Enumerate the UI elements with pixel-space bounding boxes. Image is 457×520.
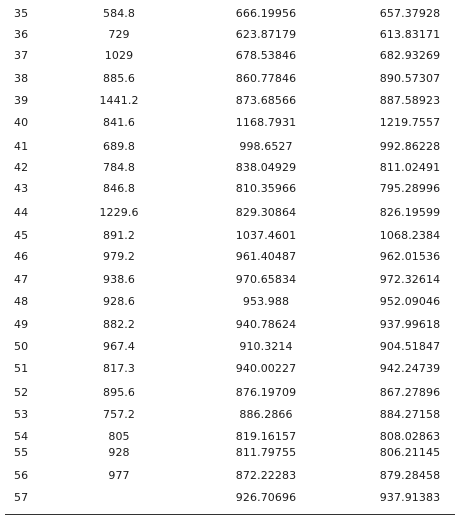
value-col-2-cell: 953.988 bbox=[242, 295, 290, 308]
table-row bbox=[0, 408, 457, 422]
value-col-1-cell: 967.4 bbox=[103, 340, 135, 353]
row-index-cell: 36 bbox=[14, 28, 29, 41]
table-row bbox=[0, 295, 457, 309]
value-col-1-cell: 938.6 bbox=[103, 273, 135, 286]
value-col-1-cell: 817.3 bbox=[103, 362, 135, 375]
table-row bbox=[0, 446, 457, 460]
table-row bbox=[0, 206, 457, 220]
value-col-3-cell: 937.99618 bbox=[379, 318, 441, 331]
value-col-1-cell: 895.6 bbox=[103, 386, 135, 399]
value-col-3-cell: 904.51847 bbox=[379, 340, 441, 353]
row-index-cell: 56 bbox=[14, 469, 29, 482]
value-col-2-cell: 666.19956 bbox=[235, 7, 297, 20]
value-col-2-cell: 961.40487 bbox=[235, 250, 297, 263]
row-index-cell: 39 bbox=[14, 94, 29, 107]
table-row bbox=[0, 340, 457, 354]
value-col-1-cell: 846.8 bbox=[103, 182, 135, 195]
value-col-2-cell: 872.22283 bbox=[235, 469, 297, 482]
value-col-1-cell: 805 bbox=[108, 430, 130, 443]
table-row bbox=[0, 469, 457, 483]
row-index-cell: 57 bbox=[14, 491, 29, 504]
row-index-cell: 49 bbox=[14, 318, 29, 331]
row-index-cell: 43 bbox=[14, 182, 29, 195]
table-row bbox=[0, 116, 457, 130]
value-col-3-cell: 806.21145 bbox=[379, 446, 441, 459]
table-row bbox=[0, 229, 457, 243]
table-row bbox=[0, 318, 457, 332]
row-index-cell: 35 bbox=[14, 7, 29, 20]
value-col-3-cell: 992.86228 bbox=[379, 140, 441, 153]
value-col-3-cell: 972.32614 bbox=[379, 273, 441, 286]
row-index-cell: 46 bbox=[14, 250, 29, 263]
table-row bbox=[0, 28, 457, 42]
table-row bbox=[0, 430, 457, 444]
row-index-cell: 53 bbox=[14, 408, 29, 421]
value-col-3-cell: 682.93269 bbox=[379, 49, 441, 62]
value-col-1-cell: 784.8 bbox=[103, 161, 135, 174]
table-row bbox=[0, 7, 457, 21]
table-row bbox=[0, 491, 457, 505]
value-col-1-cell: 841.6 bbox=[103, 116, 135, 129]
value-col-1-cell: 885.6 bbox=[103, 72, 135, 85]
row-index-cell: 44 bbox=[14, 206, 29, 219]
value-col-1-cell: 729 bbox=[108, 28, 130, 41]
value-col-3-cell: 879.28458 bbox=[379, 469, 441, 482]
value-col-2-cell: 998.6527 bbox=[239, 140, 293, 153]
table-bottom-rule bbox=[5, 514, 455, 515]
table-row bbox=[0, 94, 457, 108]
table-row bbox=[0, 49, 457, 63]
value-col-3-cell: 826.19599 bbox=[379, 206, 441, 219]
row-index-cell: 51 bbox=[14, 362, 29, 375]
row-index-cell: 41 bbox=[14, 140, 29, 153]
value-col-2-cell: 860.77846 bbox=[235, 72, 297, 85]
value-col-2-cell: 873.68566 bbox=[235, 94, 297, 107]
value-col-2-cell: 811.79755 bbox=[235, 446, 297, 459]
table-row bbox=[0, 72, 457, 86]
value-col-2-cell: 829.30864 bbox=[235, 206, 297, 219]
value-col-2-cell: 838.04929 bbox=[235, 161, 297, 174]
value-col-1-cell: 1441.2 bbox=[99, 94, 139, 107]
value-col-1-cell: 928 bbox=[108, 446, 130, 459]
value-col-3-cell: 657.37928 bbox=[379, 7, 441, 20]
value-col-1-cell: 757.2 bbox=[103, 408, 135, 421]
row-index-cell: 48 bbox=[14, 295, 29, 308]
row-index-cell: 52 bbox=[14, 386, 29, 399]
value-col-2-cell: 910.3214 bbox=[239, 340, 293, 353]
row-index-cell: 42 bbox=[14, 161, 29, 174]
value-col-1-cell: 689.8 bbox=[103, 140, 135, 153]
value-col-1-cell: 882.2 bbox=[103, 318, 135, 331]
value-col-1-cell: 584.8 bbox=[103, 7, 135, 20]
value-col-3-cell: 942.24739 bbox=[379, 362, 441, 375]
table-row bbox=[0, 273, 457, 287]
row-index-cell: 40 bbox=[14, 116, 29, 129]
value-col-1-cell: 1029 bbox=[104, 49, 134, 62]
value-col-3-cell: 890.57307 bbox=[379, 72, 441, 85]
value-col-2-cell: 940.78624 bbox=[235, 318, 297, 331]
value-col-3-cell: 952.09046 bbox=[379, 295, 441, 308]
table-row bbox=[0, 161, 457, 175]
row-index-cell: 37 bbox=[14, 49, 29, 62]
table-row bbox=[0, 250, 457, 264]
value-col-3-cell: 808.02863 bbox=[379, 430, 441, 443]
value-col-2-cell: 810.35966 bbox=[235, 182, 297, 195]
value-col-3-cell: 613.83171 bbox=[379, 28, 441, 41]
value-col-1-cell: 977 bbox=[108, 469, 130, 482]
table-row bbox=[0, 386, 457, 400]
table-row bbox=[0, 362, 457, 376]
row-index-cell: 55 bbox=[14, 446, 29, 459]
value-col-2-cell: 1037.4601 bbox=[235, 229, 297, 242]
value-col-3-cell: 887.58923 bbox=[379, 94, 441, 107]
value-col-2-cell: 623.87179 bbox=[235, 28, 297, 41]
value-col-1-cell: 891.2 bbox=[103, 229, 135, 242]
value-col-2-cell: 926.70696 bbox=[235, 491, 297, 504]
value-col-2-cell: 678.53846 bbox=[235, 49, 297, 62]
row-index-cell: 38 bbox=[14, 72, 29, 85]
value-col-2-cell: 970.65834 bbox=[235, 273, 297, 286]
value-col-2-cell: 819.16157 bbox=[235, 430, 297, 443]
value-col-3-cell: 795.28996 bbox=[379, 182, 441, 195]
value-col-3-cell: 937.91383 bbox=[379, 491, 441, 504]
value-col-2-cell: 940.00227 bbox=[235, 362, 297, 375]
row-index-cell: 50 bbox=[14, 340, 29, 353]
table-row bbox=[0, 140, 457, 154]
value-col-3-cell: 884.27158 bbox=[379, 408, 441, 421]
value-col-3-cell: 867.27896 bbox=[379, 386, 441, 399]
value-col-3-cell: 962.01536 bbox=[379, 250, 441, 263]
value-col-3-cell: 1219.7557 bbox=[379, 116, 441, 129]
table-row bbox=[0, 182, 457, 196]
value-col-2-cell: 1168.7931 bbox=[235, 116, 297, 129]
row-index-cell: 45 bbox=[14, 229, 29, 242]
value-col-3-cell: 811.02491 bbox=[379, 161, 441, 174]
value-col-3-cell: 1068.2384 bbox=[379, 229, 441, 242]
row-index-cell: 54 bbox=[14, 430, 29, 443]
value-col-2-cell: 876.19709 bbox=[235, 386, 297, 399]
value-col-1-cell: 1229.6 bbox=[99, 206, 139, 219]
value-col-2-cell: 886.2866 bbox=[239, 408, 293, 421]
value-col-1-cell: 979.2 bbox=[103, 250, 135, 263]
row-index-cell: 47 bbox=[14, 273, 29, 286]
value-col-1-cell: 928.6 bbox=[103, 295, 135, 308]
